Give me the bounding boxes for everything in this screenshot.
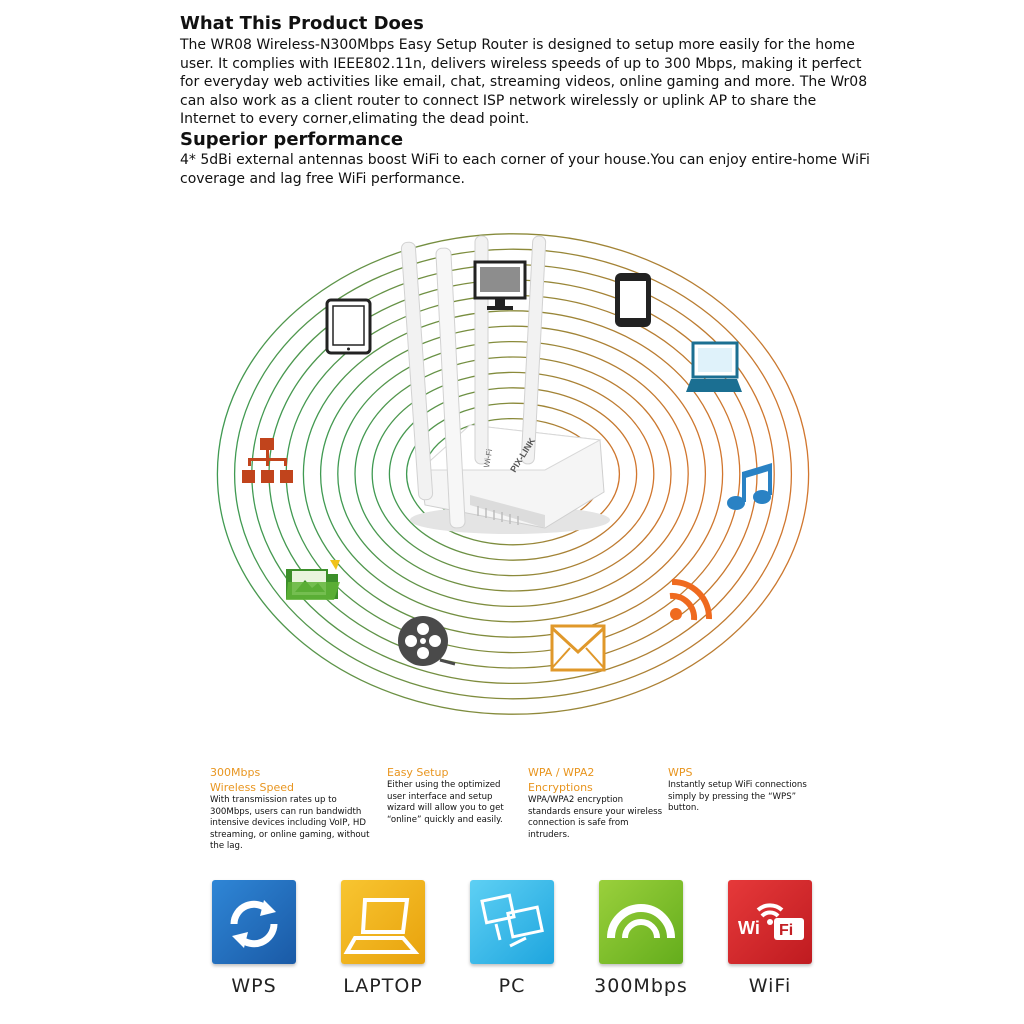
wifi-badge-left: Wi [738,918,760,938]
rss-icon [670,582,709,620]
film-reel-icon [398,616,455,666]
tile-wifi [728,880,812,964]
wifi-icon [728,880,812,964]
laptop-icon [686,343,742,392]
feature-title: WPS [668,766,693,779]
network-icon [242,438,293,483]
tile-wps [212,880,296,964]
tile-speed [599,880,683,964]
tile-laptop [341,880,425,964]
pc-network-icon [470,880,554,964]
tile-pc [470,880,554,964]
intro-heading: What This Product Does [180,13,424,34]
feature-speed [210,765,375,853]
tile-label-wifi: WiFi [748,975,792,997]
tile-label-pc: PC [498,975,526,997]
router-brand: PIX-LINK [508,436,538,475]
feature-body: WPA/WPA2 encryption standards ensure your wireless connection is safe from intruders. [528,795,663,840]
feature-encryption [528,765,663,841]
smartphone-icon [615,273,651,327]
feature-body: Either using the optimized user interface and setup wizard will allow you to get “online” quickly and easily. [387,780,504,825]
tile-label-laptop: LAPTOP [343,975,423,997]
laptop-icon [341,880,425,964]
wps-sync-icon [212,880,296,964]
router-side-label: Wi-Fi [482,448,495,469]
tile-label-wps: WPS [231,975,277,997]
performance-paragraph: 4* 5dBi external antennas boost WiFi to each corner of your house.You can enjoy entire-home WiFi coverage and lag free WiFi performance. [180,152,870,187]
feature-title: 300Mbps Wireless Speed [210,766,295,794]
feature-title: WPA / WPA2 Encryptions [528,766,595,794]
feature-easy-setup [387,765,517,826]
feature-body: Instantly setup WiFi connections simply by pressing the “WPS” button. [668,780,807,813]
tablet-icon [327,300,370,353]
mail-icon [552,626,604,670]
feature-wps [668,765,818,815]
feature-body: With transmission rates up to 300Mbps, users can run bandwidth intensive devices including VoIP, HD streaming, or online gaming, without the lag. [210,795,370,851]
photo-folder-icon [286,560,340,600]
tile-label-speed: 300Mbps [594,975,688,997]
music-icon [727,463,772,510]
coverage-diagram [0,205,1024,730]
wifi-badge-right: Fi [779,922,794,939]
signal-arc-icon [599,880,683,964]
intro-paragraph: The WR08 Wireless-N300Mbps Easy Setup Router is designed to setup more easily for the home user. It complies with IEEE802.11n, delivers wireless speeds of up to 300 Mbps, making it perfect for everyday web activities like email, chat, streaming videos, online gaming and more. The Wr08 can also work as a client router to connect ISP network wirelessly or uplink AP to share the Internet to every corner,elimating the dead point. [180,37,868,127]
performance-heading: Superior performance [180,129,404,150]
feature-title: Easy Setup [387,766,449,779]
